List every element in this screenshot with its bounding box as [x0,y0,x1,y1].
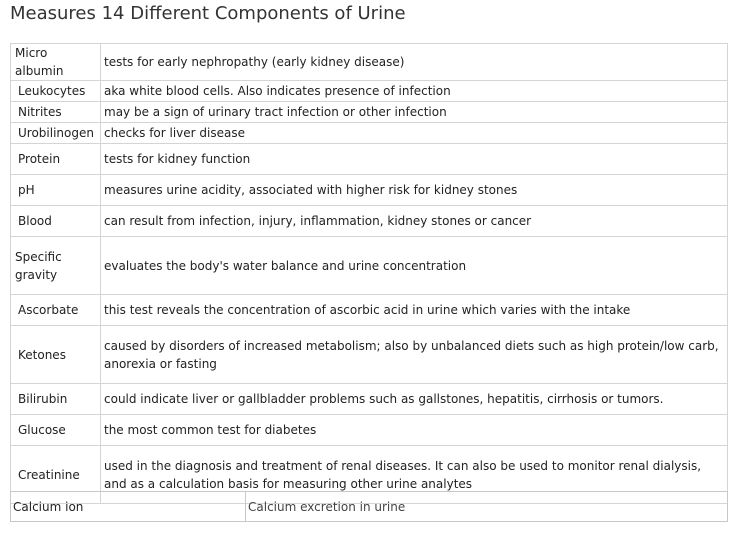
component-description: used in the diagnosis and treatment of renal diseases. It can also be used to monitor renal dialysis, and as a calculation basis for measuring other urine analytes [101,446,728,504]
component-description: this test reveals the concentration of ascorbic acid in urine which varies with the intake [101,295,728,326]
component-name: Ascorbate [11,295,101,326]
table-row [11,492,728,522]
table-row [11,123,728,144]
component-name: Protein [11,144,101,175]
component-name: Ketones [11,326,101,384]
table-row [11,415,728,446]
component-description: tests for early nephropathy (early kidney disease) [101,44,728,81]
component-description: caused by disorders of increased metabolism; also by unbalanced diets such as high protein/low carb, anorexia or fasting [101,326,728,384]
table-row [11,175,728,206]
page-title: Measures 14 Different Components of Urine [10,3,406,24]
table-row [11,206,728,237]
table-row [11,81,728,102]
component-name: Urobilinogen [11,123,101,144]
components-table [10,43,728,504]
component-description: can result from infection, injury, inflammation, kidney stones or cancer [101,206,728,237]
table-row [11,144,728,175]
table-row [11,44,728,81]
component-description: aka white blood cells. Also indicates presence of infection [101,81,728,102]
component-description: evaluates the body's water balance and urine concentration [101,237,728,295]
component-name: Glucose [11,415,101,446]
component-name: Leukocytes [11,81,101,102]
component-description: Calcium excretion in urine [246,492,728,522]
component-description: checks for liver disease [101,123,728,144]
table-row [11,326,728,384]
component-name: Micro albumin [11,44,101,81]
component-description: tests for kidney function [101,144,728,175]
component-name: Blood [11,206,101,237]
component-name: pH [11,175,101,206]
table-row [11,102,728,123]
component-description: measures urine acidity, associated with higher risk for kidney stones [101,175,728,206]
component-description: could indicate liver or gallbladder problems such as gallstones, hepatitis, cirrhosis or tumors. [101,384,728,415]
calcium-table [10,491,728,522]
component-name: Calcium ion [11,492,246,522]
component-name: Creatinine [11,446,101,504]
component-description: the most common test for diabetes [101,415,728,446]
table-row [11,384,728,415]
component-name: Nitrites [11,102,101,123]
component-name: Specific gravity [11,237,101,295]
component-description: may be a sign of urinary tract infection or other infection [101,102,728,123]
table-row [11,237,728,295]
component-name: Bilirubin [11,384,101,415]
table-row [11,295,728,326]
